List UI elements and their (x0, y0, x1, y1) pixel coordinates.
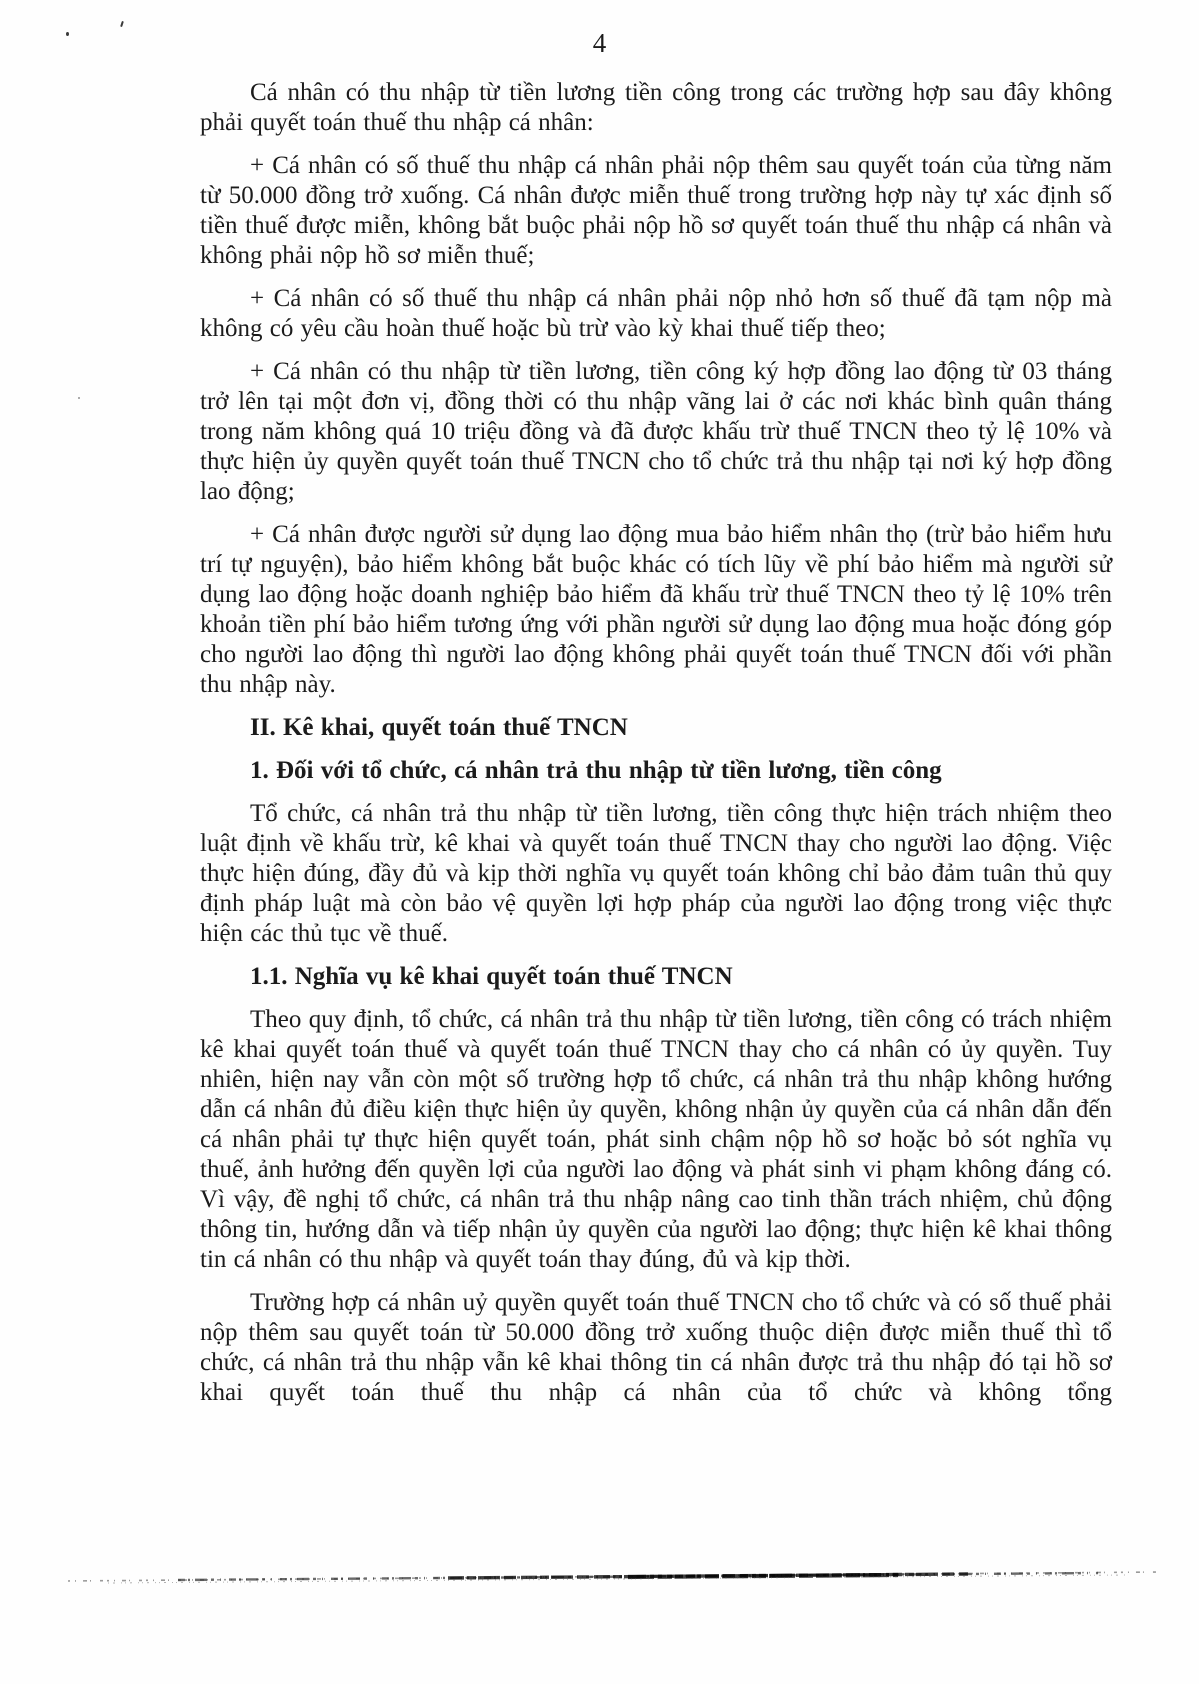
scan-speck (78, 397, 80, 399)
body-paragraph: Cá nhân có thu nhập từ tiền lương tiền công trong các trường hợp sau đây không phải quyết toán thuế thu nhập cá nhân: (200, 79, 1112, 136)
body-paragraph: Theo quy định, tổ chức, cá nhân trả thu nhập từ tiền lương, tiền công có trách nhiệm kê khai quyết toán thuế và quyết toán thuế TNCN thay cho cá nhân có ủy quyền. Tuy nhiên, hiện nay vẫn còn một số trường hợp tổ chức, cá nhân trả thu nhập không hướng dẫn cá nhân đủ điều kiện thực hiện ủy quyền, không nhận ủy quyền của cá nhân dẫn đến cá nhân phải tự thực hiện quyết toán, phát sinh chậm nộp hồ sơ hoặc bỏ sót nghĩa vụ thuế, ảnh hưởng đến quyền lợi của người lao động và phát sinh vi phạm không đáng có. Vì vậy, đề nghị tổ chức, cá nhân trả thu nhập nâng cao tinh thần trách nhiệm, chủ động thông tin, hướng dẫn và tiếp nhận ủy quyền của người lao động; thực hiện kê khai thông tin cá nhân có thu nhập và quyết toán thay đúng, đủ và kịp thời. (200, 1006, 1112, 1273)
body-paragraph: + Cá nhân có số thuế thu nhập cá nhân phải nộp nhỏ hơn số thuế đã tạm nộp mà không có yêu cầu hoàn thuế hoặc bù trừ vào kỳ khai thuế tiếp theo; (200, 285, 1112, 342)
body-paragraph: + Cá nhân có số thuế thu nhập cá nhân phải nộp thêm sau quyết toán của từng năm từ 50.000 đồng trở xuống. Cá nhân được miễn thuế trong trường hợp này tự xác định số tiền thuế được miễn, không bắt buộc phải nộp hồ sơ quyết toán thuế thu nhập cá nhân và không phải nộp hồ sơ miễn thuế; (200, 152, 1112, 269)
body-paragraph: Tổ chức, cá nhân trả thu nhập từ tiền lương, tiền công thực hiện trách nhiệm theo luật định về khấu trừ, kê khai và quyết toán thuế TNCN thay cho người lao động. Việc thực hiện đúng, đầy đủ và kịp thời nghĩa vụ quyết toán không chỉ bảo đảm tuân thủ quy định pháp luật mà còn bảo vệ quyền lợi hợp pháp của người lao động trong việc thực hiện các thủ tục về thuế. (200, 800, 1112, 947)
subsection-heading-1-1: 1.1. Nghĩa vụ kê khai quyết toán thuế TNCN (250, 963, 733, 990)
scan-speck (120, 21, 124, 27)
body-paragraph: + Cá nhân được người sử dụng lao động mua bảo hiểm nhân thọ (trừ bảo hiểm hưu trí tự nguyện), bảo hiểm không bắt buộc khác có tích lũy về phí bảo hiểm mà người sử dụng lao động hoặc doanh nghiệp bảo hiểm đã khấu trừ thuế TNCN theo tỷ lệ 10% trên khoản tiền phí bảo hiểm tương ứng với phần người sử dụng lao động mua hoặc đóng góp cho người lao động thì người lao động không phải quyết toán thuế TNCN đối với phần thu nhập này. (200, 521, 1112, 698)
body-paragraph: + Cá nhân có thu nhập từ tiền lương, tiền công ký hợp đồng lao động từ 03 tháng trở lên tại một đơn vị, đồng thời có thu nhập vãng lai ở các nơi khác bình quân tháng trong năm không quá 10 triệu đồng và đã được khấu trừ thuế TNCN theo tỷ lệ 10% và thực hiện ủy quyền quyết toán thuế TNCN cho tổ chức trả thu nhập tại nơi ký hợp đồng lao động; (200, 358, 1112, 505)
document-body (200, 78, 1112, 1421)
body-paragraph: Trường hợp cá nhân uỷ quyền quyết toán thuế TNCN cho tổ chức và có số thuế phải nộp thêm sau quyết toán từ 50.000 đồng trở xuống thuộc diện được miễn thuế thì tổ chức, cá nhân trả thu nhập vẫn kê khai thông tin cá nhân được trả thu nhập đó tại hồ sơ khai quyết toán thuế thu nhập cá nhân của tổ chức và không tổng (200, 1289, 1112, 1406)
subsection-heading-1: 1. Đối với tổ chức, cá nhân trả thu nhập từ tiền lương, tiền công (250, 757, 942, 784)
page-number: 4 (592, 28, 607, 58)
section-heading-ii: II. Kê khai, quyết toán thuế TNCN (250, 714, 628, 741)
scanner-noise-line (68, 1564, 1158, 1590)
